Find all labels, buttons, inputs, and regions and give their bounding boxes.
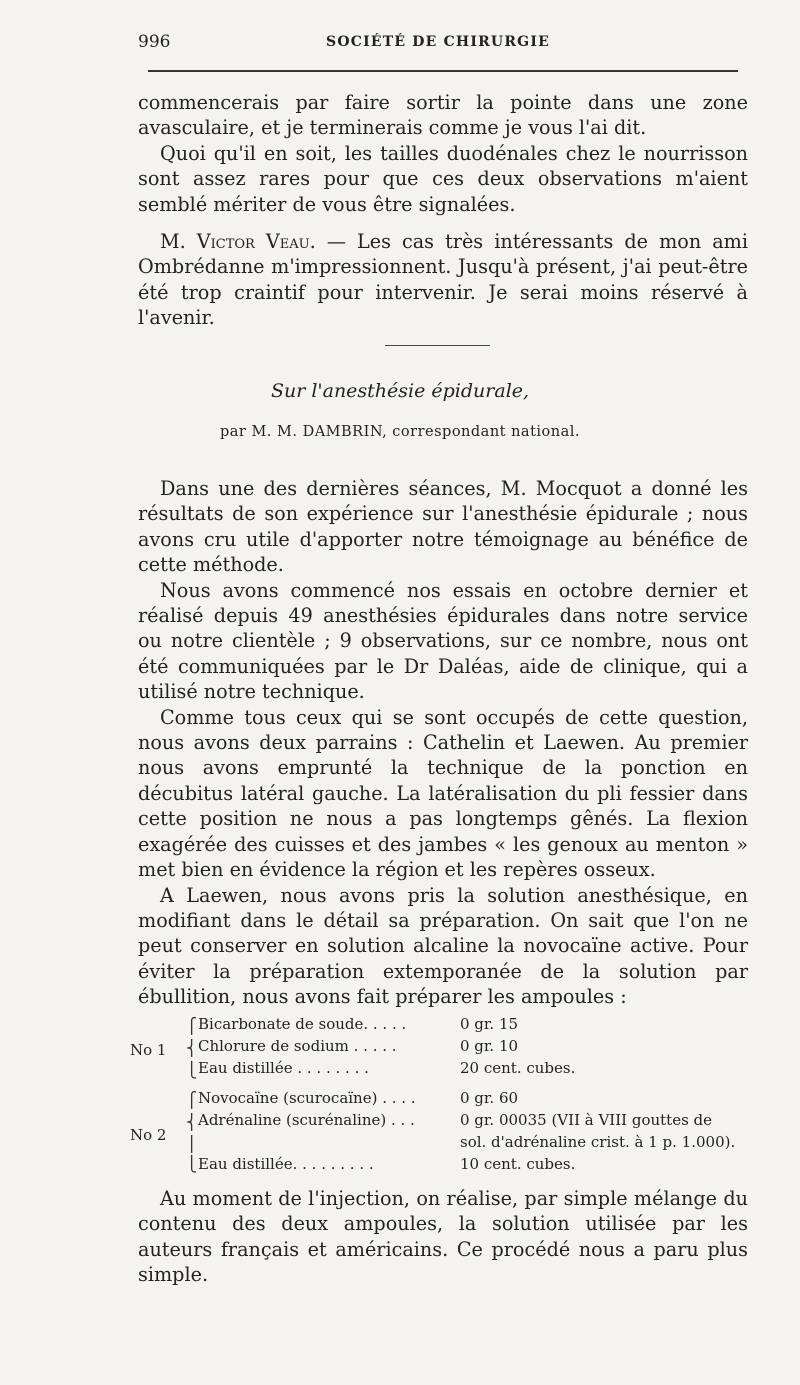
running-head: SOCIÉTÉ DE CHIRURGIE [326,34,550,50]
intro-paragraph-1: commencerais par faire sortir la pointe dans une zone avasculaire, et je terminerais comme je vous l'ai dit. [138,91,748,140]
ingredient-qty: 0 gr. 10 [460,1037,519,1055]
brace: ⎩ [186,1061,198,1079]
closing-text [138,1186,748,1288]
ingredient-qty: 0 gr. 00035 (VII à VIII gouttes de [460,1111,713,1129]
ingredient-name: Eau distillée. . . . . . . . . [198,1155,374,1173]
table-row [130,1037,750,1059]
brace: ⎪ [186,1135,198,1153]
page-header [138,30,738,58]
header-rule [148,70,738,72]
intro-text [138,90,748,331]
brace: ⎩ [186,1155,198,1173]
intro-paragraph-3 [138,229,748,331]
brace: ⎨ [186,1113,198,1131]
ingredient-qty: 0 gr. 60 [460,1089,519,1107]
article-byline: par M. M. DAMBRIN, correspondant national. [219,424,580,440]
ingredient-name: Novocaïne (scurocaïne) . . . . [198,1089,416,1107]
closing-paragraph: Au moment de l'injection, on réalise, par simple mélange du contenu des deux ampoules, la solution utilisée par les auteurs français et américains. Ce procédé nous a paru plus simple. [138,1187,748,1287]
brace: ⎧ [186,1017,198,1035]
table-row [130,1133,750,1155]
article-body [138,476,748,1010]
table-row [130,1059,750,1081]
ingredient-qty: 0 gr. 15 [460,1015,519,1033]
brace: ⎧ [186,1091,198,1109]
body-paragraph: Nous avons commencé nos essais en octobre dernier et réalisé depuis 49 anesthésies épidurales dans notre service ou notre clientèle ; 9 observations, sur ce nombre, nous ont été communiquées par le Dr Daléas, aide de clinique, qui a utilisé notre technique. [138,578,748,704]
intro-paragraph-2: Quoi qu'il en soit, les tailles duodénales chez le nourrisson sont assez rares pour que ces deux observations m'aient semblé mériter de vous être signalées. [138,141,748,216]
ingredient-qty: 10 cent. cubes. [460,1155,576,1173]
body-paragraph: A Laewen, nous avons pris la solution anesthésique, en modifiant dans le détail sa préparation. On sait que l'on ne peut conserver en solution alcaline la novocaïne active. Pour éviter la préparation extemporanée de la solution par ébullition, nous avons fait préparer les ampoules : [138,883,748,1009]
section-separator [385,345,490,346]
article-title: Sur l'anesthésie épidurale, [270,380,530,402]
ingredient-name: Eau distillée . . . . . . . . [198,1059,369,1077]
ingredient-qty: 20 cent. cubes. [460,1059,576,1077]
brace: ⎨ [186,1039,198,1057]
table-row [130,1089,750,1111]
ampoule-2-block [130,1089,750,1177]
ampoule-2-label: No 2 [130,1126,167,1144]
ingredient-qty-continued: sol. d'adrénaline crist. à 1 p. 1.000). [460,1133,736,1151]
ampoule-1-label: No 1 [130,1041,167,1059]
table-row [130,1015,750,1037]
ingredient-name: Adrénaline (scurénaline) . . . [198,1111,415,1129]
page-number: 996 [138,32,171,52]
speaker-text: — Les cas très intéressants de mon ami Ombrédanne m'impressionnent. Jusqu'à présent, j'ai peut-être été trop craintif pour intervenir. Je serai moins réservé à l'avenir. [138,230,748,330]
body-paragraph: Comme tous ceux qui se sont occupés de cette question, nous avons deux parrains : Cathelin et Laewen. Au premier nous avons emprunté la technique de la ponction en décubitus latéral gauche. La latéralisation du pli fessier dans cette position ne nous a pas longtemps gênés. La flexion exagérée des cuisses et des jambes « les genoux au menton » met bien en évidence la région et les repères osseux. [138,705,748,882]
ingredient-name: Bicarbonate de soude. . . . . [198,1015,407,1033]
table-row [130,1111,750,1133]
body-paragraph: Dans une des dernières séances, M. Mocquot a donné les résultats de son expérience sur l'anesthésie épidurale ; nous avons cru utile d'apporter notre témoignage au bénéfice de cette méthode. [138,477,748,577]
table-row [130,1155,750,1177]
ampoule-table [130,1015,750,1177]
ingredient-name: Chlorure de sodium . . . . . [198,1037,397,1055]
speaker-name: M. Victor Veau. [160,230,316,254]
